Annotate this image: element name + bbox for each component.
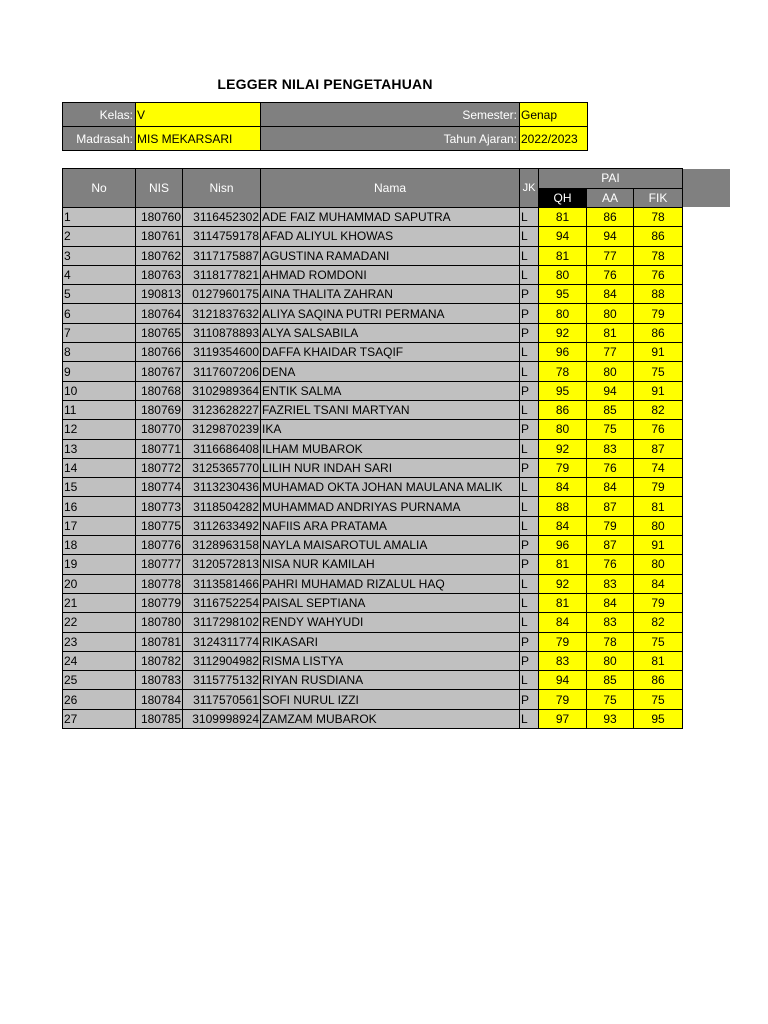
cell-qh[interactable]: 80	[539, 265, 587, 284]
tahun-ajaran-value[interactable]: 2022/2023	[520, 127, 588, 151]
table-row[interactable]	[63, 690, 683, 709]
table-row[interactable]	[63, 265, 683, 284]
table-row[interactable]	[63, 555, 683, 574]
cell-no[interactable]: 17	[63, 516, 136, 535]
table-row[interactable]	[63, 651, 683, 670]
cell-nama[interactable]: ILHAM MUBAROK	[261, 439, 520, 458]
cell-qh[interactable]: 92	[539, 323, 587, 342]
cell-aa[interactable]: 81	[587, 323, 634, 342]
cell-nama[interactable]: NAYLA MAISAROTUL AMALIA	[261, 536, 520, 555]
table-row[interactable]	[63, 400, 683, 419]
header-jk[interactable]: JK	[520, 169, 539, 208]
cell-qh[interactable]: 80	[539, 304, 587, 323]
cell-nisn[interactable]: 3117175887	[183, 246, 261, 265]
cell-nama[interactable]: ALYA SALSABILA	[261, 323, 520, 342]
cell-aa[interactable]: 83	[587, 613, 634, 632]
cell-nisn[interactable]: 3112904982	[183, 651, 261, 670]
cell-jk[interactable]: L	[520, 265, 539, 284]
cell-fik[interactable]: 80	[634, 555, 683, 574]
table-row[interactable]	[63, 227, 683, 246]
cell-nama[interactable]: RENDY WAHYUDI	[261, 613, 520, 632]
cell-jk[interactable]: L	[520, 400, 539, 419]
table-row[interactable]	[63, 381, 683, 400]
cell-jk[interactable]: P	[520, 458, 539, 477]
semester-label: Semester:	[261, 103, 520, 127]
cell-nisn[interactable]: 3128963158	[183, 536, 261, 555]
cell-nisn[interactable]: 3116686408	[183, 439, 261, 458]
cell-qh[interactable]: 81	[539, 555, 587, 574]
cell-fik[interactable]: 82	[634, 613, 683, 632]
cell-nisn[interactable]: 3115775132	[183, 671, 261, 690]
kelas-label: Kelas:	[63, 103, 136, 127]
cell-no[interactable]: 3	[63, 246, 136, 265]
page-title: LEGGER NILAI PENGETAHUAN	[217, 76, 433, 92]
cell-qh[interactable]: 84	[539, 478, 587, 497]
cell-aa[interactable]: 77	[587, 246, 634, 265]
cell-qh[interactable]: 97	[539, 709, 587, 728]
pai-header-extension	[682, 169, 730, 207]
cell-jk[interactable]: P	[520, 632, 539, 651]
grades-body	[63, 208, 683, 729]
cell-aa[interactable]: 83	[587, 439, 634, 458]
cell-jk[interactable]: P	[520, 381, 539, 400]
cell-qh[interactable]: 88	[539, 497, 587, 516]
cell-nis[interactable]: 180778	[136, 574, 183, 593]
cell-qh[interactable]: 81	[539, 246, 587, 265]
cell-nisn[interactable]: 3116452302	[183, 208, 261, 227]
cell-fik[interactable]: 78	[634, 208, 683, 227]
cell-no[interactable]: 20	[63, 574, 136, 593]
cell-nisn[interactable]: 3117570561	[183, 690, 261, 709]
cell-fik[interactable]: 74	[634, 458, 683, 477]
madrasah-label: Madrasah:	[63, 127, 136, 151]
cell-aa[interactable]: 75	[587, 690, 634, 709]
cell-no[interactable]: 26	[63, 690, 136, 709]
cell-aa[interactable]: 76	[587, 265, 634, 284]
cell-nisn[interactable]: 3117298102	[183, 613, 261, 632]
cell-fik[interactable]: 84	[634, 574, 683, 593]
cell-no[interactable]: 27	[63, 709, 136, 728]
cell-fik[interactable]: 91	[634, 381, 683, 400]
cell-nisn[interactable]: 3117607206	[183, 362, 261, 381]
cell-nisn[interactable]: 3125365770	[183, 458, 261, 477]
cell-nama[interactable]: ZAMZAM MUBAROK	[261, 709, 520, 728]
cell-nis[interactable]: 180775	[136, 516, 183, 535]
cell-qh[interactable]: 95	[539, 285, 587, 304]
cell-nisn[interactable]: 3112633492	[183, 516, 261, 535]
table-row[interactable]	[63, 458, 683, 477]
cell-nis[interactable]: 180760	[136, 208, 183, 227]
cell-no[interactable]: 8	[63, 343, 136, 362]
table-row[interactable]	[63, 709, 683, 728]
cell-nisn[interactable]: 3114759178	[183, 227, 261, 246]
cell-jk[interactable]: P	[520, 323, 539, 342]
cell-jk[interactable]: L	[520, 613, 539, 632]
cell-jk[interactable]: L	[520, 478, 539, 497]
cell-no[interactable]: 25	[63, 671, 136, 690]
header-nis[interactable]: NIS	[136, 169, 183, 208]
cell-qh[interactable]: 95	[539, 381, 587, 400]
cell-fik[interactable]: 87	[634, 439, 683, 458]
cell-jk[interactable]: L	[520, 208, 539, 227]
cell-fik[interactable]: 75	[634, 362, 683, 381]
cell-fik[interactable]: 80	[634, 516, 683, 535]
cell-nis[interactable]: 180767	[136, 362, 183, 381]
table-row[interactable]	[63, 536, 683, 555]
header-row-1	[63, 169, 683, 189]
cell-no[interactable]: 1	[63, 208, 136, 227]
cell-qh[interactable]: 96	[539, 343, 587, 362]
cell-jk[interactable]: L	[520, 246, 539, 265]
cell-jk[interactable]: L	[520, 343, 539, 362]
cell-nisn[interactable]: 3120572813	[183, 555, 261, 574]
header-nisn[interactable]: Nisn	[183, 169, 261, 208]
table-row[interactable]	[63, 304, 683, 323]
cell-aa[interactable]: 84	[587, 593, 634, 612]
cell-fik[interactable]: 76	[634, 420, 683, 439]
cell-nama[interactable]: MUHAMMAD ANDRIYAS PURNAMA	[261, 497, 520, 516]
cell-aa[interactable]: 80	[587, 304, 634, 323]
cell-nis[interactable]: 180766	[136, 343, 183, 362]
cell-qh[interactable]: 79	[539, 458, 587, 477]
cell-nis[interactable]: 180773	[136, 497, 183, 516]
cell-jk[interactable]: L	[520, 497, 539, 516]
cell-nama[interactable]: RIYAN RUSDIANA	[261, 671, 520, 690]
cell-fik[interactable]: 86	[634, 323, 683, 342]
grades-table	[62, 168, 683, 729]
kelas-value[interactable]: V	[136, 103, 261, 127]
table-row[interactable]	[63, 632, 683, 651]
cell-qh[interactable]: 84	[539, 516, 587, 535]
cell-qh[interactable]: 92	[539, 439, 587, 458]
cell-nama[interactable]: RIKASARI	[261, 632, 520, 651]
table-row[interactable]	[63, 246, 683, 265]
cell-nis[interactable]: 180784	[136, 690, 183, 709]
cell-nisn[interactable]: 3113581466	[183, 574, 261, 593]
cell-nisn[interactable]: 3123628227	[183, 400, 261, 419]
cell-qh[interactable]: 79	[539, 632, 587, 651]
cell-no[interactable]: 21	[63, 593, 136, 612]
cell-jk[interactable]: P	[520, 304, 539, 323]
cell-aa[interactable]: 84	[587, 478, 634, 497]
cell-nama[interactable]: NAFIIS ARA PRATAMA	[261, 516, 520, 535]
cell-nis[interactable]: 180763	[136, 265, 183, 284]
cell-no[interactable]: 5	[63, 285, 136, 304]
table-row[interactable]	[63, 285, 683, 304]
cell-nis[interactable]: 180774	[136, 478, 183, 497]
cell-fik[interactable]: 88	[634, 285, 683, 304]
cell-fik[interactable]: 86	[634, 671, 683, 690]
cell-nis[interactable]: 180768	[136, 381, 183, 400]
cell-no[interactable]: 6	[63, 304, 136, 323]
cell-fik[interactable]: 81	[634, 497, 683, 516]
cell-aa[interactable]: 84	[587, 285, 634, 304]
madrasah-value[interactable]: MIS MEKARSARI	[136, 127, 261, 151]
cell-aa[interactable]: 78	[587, 632, 634, 651]
cell-jk[interactable]: L	[520, 516, 539, 535]
cell-no[interactable]: 9	[63, 362, 136, 381]
cell-qh[interactable]: 79	[539, 690, 587, 709]
cell-nama[interactable]: ADE FAIZ MUHAMMAD SAPUTRA	[261, 208, 520, 227]
cell-no[interactable]: 23	[63, 632, 136, 651]
cell-no[interactable]: 13	[63, 439, 136, 458]
cell-no[interactable]: 14	[63, 458, 136, 477]
cell-jk[interactable]: L	[520, 574, 539, 593]
cell-fik[interactable]: 75	[634, 690, 683, 709]
cell-nis[interactable]: 180765	[136, 323, 183, 342]
cell-nama[interactable]: FAZRIEL TSANI MARTYAN	[261, 400, 520, 419]
cell-aa[interactable]: 94	[587, 227, 634, 246]
cell-nama[interactable]: RISMA LISTYA	[261, 651, 520, 670]
table-row[interactable]	[63, 593, 683, 612]
cell-aa[interactable]: 87	[587, 497, 634, 516]
cell-aa[interactable]: 85	[587, 671, 634, 690]
cell-nis[interactable]: 180764	[136, 304, 183, 323]
cell-nisn[interactable]: 3119354600	[183, 343, 261, 362]
cell-nama[interactable]: DENA	[261, 362, 520, 381]
cell-jk[interactable]: L	[520, 362, 539, 381]
tahun-ajaran-label: Tahun Ajaran:	[261, 127, 520, 151]
cell-fik[interactable]: 79	[634, 304, 683, 323]
cell-aa[interactable]: 80	[587, 651, 634, 670]
cell-aa[interactable]: 76	[587, 458, 634, 477]
cell-nisn[interactable]: 3113230436	[183, 478, 261, 497]
cell-aa[interactable]: 93	[587, 709, 634, 728]
cell-no[interactable]: 24	[63, 651, 136, 670]
cell-nisn[interactable]: 3109998924	[183, 709, 261, 728]
cell-qh[interactable]: 78	[539, 362, 587, 381]
cell-nisn[interactable]: 3118504282	[183, 497, 261, 516]
cell-fik[interactable]: 78	[634, 246, 683, 265]
header-nama[interactable]: Nama	[261, 169, 520, 208]
cell-nama[interactable]: AGUSTINA RAMADANI	[261, 246, 520, 265]
cell-fik[interactable]: 82	[634, 400, 683, 419]
cell-nisn[interactable]: 3129870239	[183, 420, 261, 439]
cell-aa[interactable]: 85	[587, 400, 634, 419]
cell-jk[interactable]: P	[520, 651, 539, 670]
table-row[interactable]	[63, 343, 683, 362]
cell-no[interactable]: 18	[63, 536, 136, 555]
header-qh[interactable]: QH	[539, 188, 587, 208]
cell-nama[interactable]: PAISAL SEPTIANA	[261, 593, 520, 612]
header-pai[interactable]: PAI	[539, 169, 683, 189]
cell-no[interactable]: 2	[63, 227, 136, 246]
table-row[interactable]	[63, 671, 683, 690]
cell-no[interactable]: 22	[63, 613, 136, 632]
cell-qh[interactable]: 96	[539, 536, 587, 555]
cell-jk[interactable]: L	[520, 593, 539, 612]
cell-fik[interactable]: 86	[634, 227, 683, 246]
cell-nis[interactable]: 180770	[136, 420, 183, 439]
cell-jk[interactable]: P	[520, 690, 539, 709]
header-aa[interactable]: AA	[587, 188, 634, 208]
table-row[interactable]	[63, 478, 683, 497]
cell-nisn[interactable]: 0127960175	[183, 285, 261, 304]
cell-jk[interactable]: P	[520, 555, 539, 574]
table-row[interactable]	[63, 323, 683, 342]
cell-fik[interactable]: 76	[634, 265, 683, 284]
cell-nama[interactable]: AFAD ALIYUL KHOWAS	[261, 227, 520, 246]
cell-aa[interactable]: 94	[587, 381, 634, 400]
cell-nis[interactable]: 180781	[136, 632, 183, 651]
cell-aa[interactable]: 75	[587, 420, 634, 439]
cell-nis[interactable]: 180776	[136, 536, 183, 555]
cell-aa[interactable]: 77	[587, 343, 634, 362]
cell-nis[interactable]: 180780	[136, 613, 183, 632]
cell-no[interactable]: 12	[63, 420, 136, 439]
table-row[interactable]	[63, 497, 683, 516]
cell-fik[interactable]: 91	[634, 343, 683, 362]
cell-nis[interactable]: 180783	[136, 671, 183, 690]
cell-jk[interactable]: L	[520, 709, 539, 728]
cell-aa[interactable]: 87	[587, 536, 634, 555]
info-row-1	[63, 103, 588, 127]
cell-qh[interactable]: 81	[539, 208, 587, 227]
cell-nama[interactable]: LILIH NUR INDAH SARI	[261, 458, 520, 477]
info-table	[62, 102, 588, 151]
cell-nama[interactable]: ENTIK SALMA	[261, 381, 520, 400]
cell-jk[interactable]: P	[520, 420, 539, 439]
cell-nis[interactable]: 180761	[136, 227, 183, 246]
cell-nis[interactable]: 180772	[136, 458, 183, 477]
cell-nis[interactable]: 180777	[136, 555, 183, 574]
cell-nisn[interactable]: 3118177821	[183, 265, 261, 284]
cell-jk[interactable]: P	[520, 536, 539, 555]
cell-nama[interactable]: DAFFA KHAIDAR TSAQIF	[261, 343, 520, 362]
cell-no[interactable]: 11	[63, 400, 136, 419]
cell-fik[interactable]: 79	[634, 478, 683, 497]
cell-nama[interactable]: PAHRI MUHAMAD RIZALUL HAQ	[261, 574, 520, 593]
cell-aa[interactable]: 80	[587, 362, 634, 381]
cell-nama[interactable]: AHMAD ROMDONI	[261, 265, 520, 284]
cell-fik[interactable]: 81	[634, 651, 683, 670]
cell-fik[interactable]: 91	[634, 536, 683, 555]
cell-nis[interactable]: 180771	[136, 439, 183, 458]
table-row[interactable]	[63, 516, 683, 535]
cell-fik[interactable]: 79	[634, 593, 683, 612]
cell-nama[interactable]: IKA	[261, 420, 520, 439]
cell-fik[interactable]: 75	[634, 632, 683, 651]
cell-nama[interactable]: AINA THALITA ZAHRAN	[261, 285, 520, 304]
table-row[interactable]	[63, 613, 683, 632]
table-row[interactable]	[63, 439, 683, 458]
cell-nama[interactable]: SOFI NURUL IZZI	[261, 690, 520, 709]
cell-nama[interactable]: NISA NUR KAMILAH	[261, 555, 520, 574]
cell-no[interactable]: 4	[63, 265, 136, 284]
cell-nis[interactable]: 180785	[136, 709, 183, 728]
table-row[interactable]	[63, 362, 683, 381]
cell-jk[interactable]: P	[520, 285, 539, 304]
table-row[interactable]	[63, 208, 683, 227]
cell-nis[interactable]: 180769	[136, 400, 183, 419]
cell-jk[interactable]: L	[520, 671, 539, 690]
cell-qh[interactable]: 86	[539, 400, 587, 419]
semester-value[interactable]: Genap	[520, 103, 588, 127]
table-row[interactable]	[63, 420, 683, 439]
cell-jk[interactable]: L	[520, 439, 539, 458]
cell-aa[interactable]: 79	[587, 516, 634, 535]
cell-no[interactable]: 16	[63, 497, 136, 516]
cell-nis[interactable]: 190813	[136, 285, 183, 304]
cell-aa[interactable]: 83	[587, 574, 634, 593]
cell-nisn[interactable]: 3121837632	[183, 304, 261, 323]
cell-aa[interactable]: 76	[587, 555, 634, 574]
cell-nis[interactable]: 180762	[136, 246, 183, 265]
cell-qh[interactable]: 92	[539, 574, 587, 593]
cell-no[interactable]: 7	[63, 323, 136, 342]
cell-qh[interactable]: 94	[539, 227, 587, 246]
cell-nis[interactable]: 180782	[136, 651, 183, 670]
header-fik[interactable]: FIK	[634, 188, 683, 208]
cell-nisn[interactable]: 3116752254	[183, 593, 261, 612]
cell-jk[interactable]: L	[520, 227, 539, 246]
cell-qh[interactable]: 84	[539, 613, 587, 632]
cell-nama[interactable]: MUHAMAD OKTA JOHAN MAULANA MALIK	[261, 478, 520, 497]
cell-qh[interactable]: 81	[539, 593, 587, 612]
info-row-2	[63, 127, 588, 151]
cell-no[interactable]: 15	[63, 478, 136, 497]
cell-nisn[interactable]: 3110878893	[183, 323, 261, 342]
cell-no[interactable]: 19	[63, 555, 136, 574]
cell-nisn[interactable]: 3102989364	[183, 381, 261, 400]
cell-nisn[interactable]: 3124311774	[183, 632, 261, 651]
cell-qh[interactable]: 83	[539, 651, 587, 670]
cell-fik[interactable]: 95	[634, 709, 683, 728]
cell-qh[interactable]: 80	[539, 420, 587, 439]
table-row[interactable]	[63, 574, 683, 593]
cell-qh[interactable]: 94	[539, 671, 587, 690]
cell-nama[interactable]: ALIYA SAQINA PUTRI PERMANA	[261, 304, 520, 323]
header-no[interactable]: No	[63, 169, 136, 208]
cell-aa[interactable]: 86	[587, 208, 634, 227]
cell-nis[interactable]: 180779	[136, 593, 183, 612]
cell-no[interactable]: 10	[63, 381, 136, 400]
